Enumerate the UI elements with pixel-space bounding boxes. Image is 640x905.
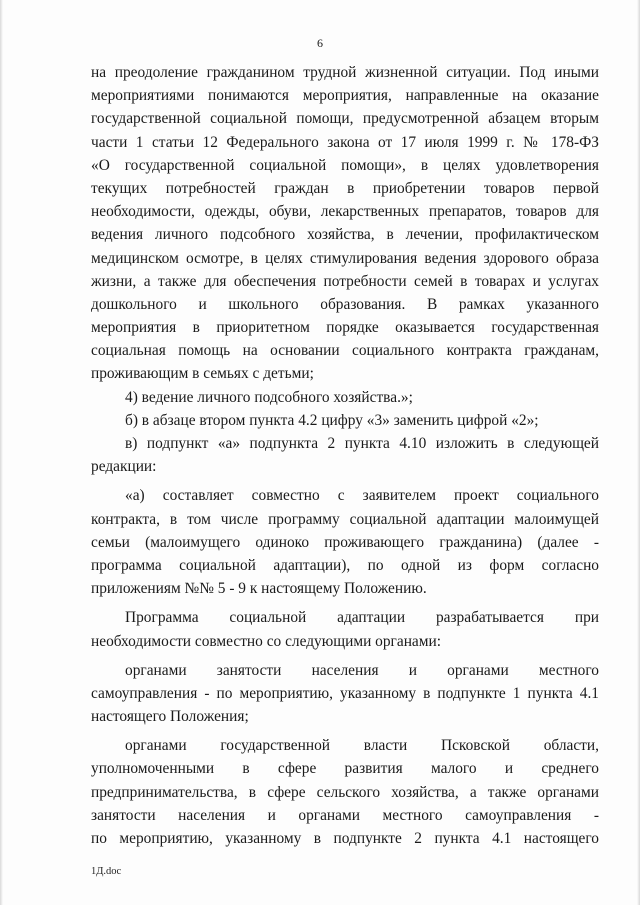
- text-line: социальная помощь на основании социального контракта гражданам,: [91, 342, 599, 360]
- text-line: медицинском осмотре, в целях стимулирования ведения здорового образа: [91, 249, 599, 267]
- text-line: на преодоление гражданином трудной жизненной ситуации. Под иными: [91, 64, 599, 81]
- page-number: 6: [317, 36, 323, 50]
- text-line: государственной социальной помощи, предусмотренной абзацем вторым: [91, 110, 599, 128]
- text-line: части 1 статьи 12 Федерального закона от 17 июля 1999 г. № 178-ФЗ: [91, 133, 599, 151]
- text-line: редакции:: [91, 458, 157, 476]
- text-line: необходимости, одежды, обуви, лекарственных препаратов, товаров для: [91, 203, 599, 221]
- text-line: уполномоченными в сфере развития малого и среднего: [91, 760, 599, 778]
- text-line: по мероприятию, указанному в подпункте 2 пункта 4.1 настоящего: [91, 830, 599, 847]
- text-line: б) в абзаце втором пункта 4.2 цифру «3» заменить цифрой «2»;: [125, 411, 539, 429]
- footer-filename: 1Д.doc: [91, 866, 122, 877]
- text-line: органами государственной власти Псковской области,: [125, 737, 599, 755]
- text-line: занятости населения и органами местного самоуправления -: [91, 806, 599, 824]
- text-line: Программа социальной адаптации разрабатывается при: [125, 609, 599, 627]
- text-line: жизни, а также для обеспечения потребности семей в товарах и услугах: [91, 272, 599, 290]
- text-line: 4) ведение личного подсобного хозяйства.»;: [125, 388, 413, 406]
- text-line: в) подпункт «а» подпункта 2 пункта 4.10 изложить в следующей: [125, 435, 599, 452]
- text-line: предпринимательства, в сфере сельского хозяйства, а также органами: [91, 783, 599, 801]
- text-line: проживающим в семьях с детьми;: [91, 365, 314, 383]
- text-line: «а) составляет совместно с заявителем проект социального: [125, 487, 599, 505]
- text-line: мероприятиями понимаются мероприятия, направленные на оказание: [91, 87, 599, 105]
- body-text: [91, 61, 599, 850]
- text-line: необходимости совместно со следующими органами:: [91, 632, 442, 650]
- text-line: настоящего Положения;: [91, 708, 249, 726]
- text-line: дошкольного и школьного образования. В рамках указанного: [91, 295, 599, 313]
- text-line: ведения личного подсобного хозяйства, в лечении, профилактическом: [91, 226, 599, 244]
- scan-edge-left: [0, 0, 3, 905]
- text-line: приложениям №№ 5 - 9 к настоящему Положению.: [91, 580, 427, 598]
- text-line: «О государственной социальной помощи», в целях удовлетворения: [91, 156, 599, 174]
- text-line: мероприятия в приоритетном порядке оказывается государственная: [91, 319, 599, 337]
- text-line: программа социальной адаптации), по одной из форм согласно: [91, 556, 599, 574]
- text-line: семьи (малоимущего одиноко проживающего гражданина) (далее -: [91, 533, 599, 551]
- text-line: текущих потребностей граждан в приобретении товаров первой: [91, 179, 599, 197]
- text-line: самоуправления - по мероприятию, указанному в подпункте 1 пункта 4.1: [91, 684, 599, 702]
- text-line: органами занятости населения и органами местного: [125, 661, 599, 679]
- text-line: контракта, в том числе программу социальной адаптации малоимущей: [91, 510, 599, 528]
